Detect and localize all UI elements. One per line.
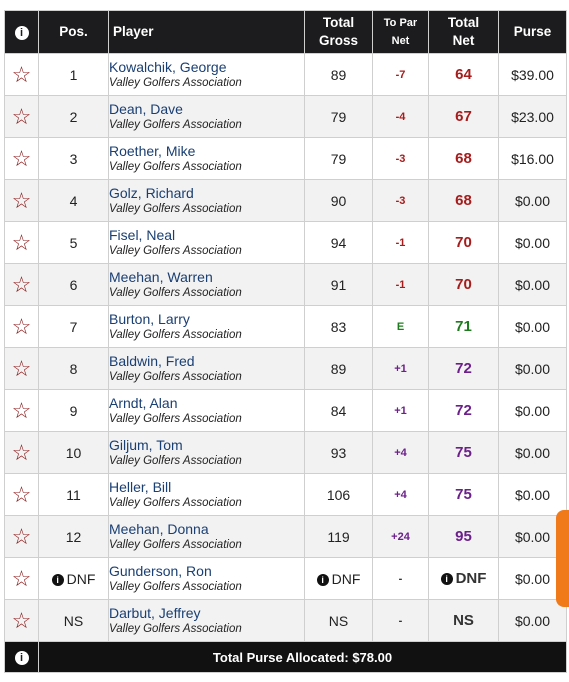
table-row (5, 390, 567, 432)
star-outline-icon[interactable]: ☆ (11, 523, 32, 549)
cell-value: 89 (330, 66, 347, 83)
dnf-info-icon[interactable]: i (52, 574, 64, 586)
cell-value: 68 (455, 150, 472, 167)
dnf-info-icon[interactable]: i (317, 574, 329, 586)
purse-cell (499, 54, 567, 96)
player-club: Valley Golfers Association (109, 286, 242, 299)
to-par-cell (373, 474, 429, 516)
cell-value: -3 (395, 152, 406, 165)
position-cell (39, 348, 109, 390)
purse-cell (499, 432, 567, 474)
total-net-cell (429, 600, 499, 642)
favorite-cell[interactable] (5, 600, 39, 642)
player-cell (109, 96, 305, 138)
star-outline-icon[interactable]: ☆ (11, 103, 32, 129)
favorite-cell[interactable] (5, 138, 39, 180)
cell-value: DNF (331, 570, 361, 587)
to-par-cell (373, 180, 429, 222)
position-cell (39, 600, 109, 642)
total-gross-cell (305, 180, 373, 222)
player-name-link[interactable]: Golz, Richard (109, 184, 194, 201)
header-total-gross: Total Gross (305, 11, 373, 54)
cell-value: 106 (326, 486, 351, 503)
cell-value: 1 (69, 66, 78, 83)
total-net-cell (429, 432, 499, 474)
favorite-cell[interactable] (5, 264, 39, 306)
cell-value: +4 (394, 488, 407, 501)
cell-value: +1 (394, 362, 407, 375)
player-name-link[interactable]: Giljum, Tom (109, 436, 183, 453)
player-cell (109, 54, 305, 96)
table-row (5, 180, 567, 222)
cell-value: 4 (69, 192, 78, 209)
to-par-cell (373, 138, 429, 180)
cell-value: 70 (455, 234, 472, 251)
cell-value: $0.00 (514, 444, 551, 461)
player-club: Valley Golfers Association (109, 622, 242, 635)
table-row (5, 54, 567, 96)
table-row (5, 600, 567, 642)
player-club: Valley Golfers Association (109, 160, 242, 173)
cell-value: $39.00 (511, 66, 554, 83)
footer-row (5, 642, 567, 673)
favorite-cell[interactable] (5, 432, 39, 474)
table-row (5, 264, 567, 306)
footer-info-cell[interactable] (5, 642, 39, 673)
total-gross-cell (305, 306, 373, 348)
player-name-link[interactable]: Dean, Dave (109, 100, 183, 117)
table-row (5, 348, 567, 390)
player-cell (109, 600, 305, 642)
player-club: Valley Golfers Association (109, 538, 242, 551)
position-cell (39, 96, 109, 138)
cell-value: 10 (65, 444, 82, 461)
player-club: Valley Golfers Association (109, 454, 242, 467)
position-cell (39, 264, 109, 306)
player-name-link[interactable]: Gunderson, Ron (109, 562, 212, 579)
position-cell (39, 558, 109, 600)
position-cell (39, 180, 109, 222)
player-club: Valley Golfers Association (109, 244, 242, 257)
favorite-cell[interactable] (5, 96, 39, 138)
header-player: Player (109, 11, 305, 54)
player-cell (109, 306, 305, 348)
player-cell (109, 222, 305, 264)
favorite-cell[interactable] (5, 474, 39, 516)
to-par-cell (373, 516, 429, 558)
player-club: Valley Golfers Association (109, 496, 242, 509)
player-club: Valley Golfers Association (109, 118, 242, 131)
star-outline-icon[interactable]: ☆ (11, 187, 32, 213)
to-par-cell (373, 390, 429, 432)
cell-value: 12 (65, 528, 82, 545)
star-outline-icon[interactable]: ☆ (11, 607, 32, 633)
header-to-par-net: To Par Net (373, 11, 429, 54)
cell-value: -1 (395, 236, 406, 249)
star-outline-icon[interactable]: ☆ (11, 313, 32, 339)
table-row (5, 558, 567, 600)
player-name-link[interactable]: Arndt, Alan (109, 394, 178, 411)
to-par-cell (373, 348, 429, 390)
total-gross-cell (305, 348, 373, 390)
cell-value: 79 (330, 150, 347, 167)
favorite-cell[interactable] (5, 54, 39, 96)
total-gross-cell (305, 264, 373, 306)
total-net-cell (429, 138, 499, 180)
player-cell (109, 432, 305, 474)
player-club: Valley Golfers Association (109, 412, 242, 425)
to-par-cell (373, 600, 429, 642)
total-net-cell (429, 180, 499, 222)
player-name-link[interactable]: Kowalchik, George (109, 58, 227, 75)
cell-value: +4 (394, 446, 407, 459)
table-row (5, 138, 567, 180)
position-cell (39, 390, 109, 432)
total-net-cell (429, 54, 499, 96)
position-cell (39, 54, 109, 96)
star-outline-icon[interactable]: ☆ (11, 229, 32, 255)
cell-value: 79 (330, 108, 347, 125)
total-gross-cell (305, 54, 373, 96)
table-row (5, 432, 567, 474)
to-par-cell (373, 306, 429, 348)
cell-value: $0.00 (514, 318, 551, 335)
cell-value: 70 (455, 276, 472, 293)
leaderboard-table (4, 10, 567, 673)
cell-value: $23.00 (511, 108, 554, 125)
player-cell (109, 138, 305, 180)
total-net-cell (429, 348, 499, 390)
cell-value: 7 (69, 318, 78, 335)
cell-value: -3 (395, 194, 406, 207)
player-cell (109, 264, 305, 306)
total-purse: Total Purse Allocated: $78.00 (39, 642, 567, 673)
header-pos: Pos. (39, 11, 109, 54)
cell-value: $0.00 (514, 570, 551, 587)
cell-value: 72 (455, 360, 472, 377)
cell-value: 91 (330, 276, 347, 293)
cell-value: 67 (455, 108, 472, 125)
info-icon[interactable]: i (15, 26, 29, 40)
cell-value: 72 (455, 402, 472, 419)
favorite-cell[interactable] (5, 390, 39, 432)
star-outline-icon[interactable]: ☆ (11, 355, 32, 381)
position-cell (39, 474, 109, 516)
position-cell (39, 306, 109, 348)
cell-value: $0.00 (514, 486, 551, 503)
player-club: Valley Golfers Association (109, 76, 242, 89)
cell-value: 89 (330, 360, 347, 377)
cell-value: -1 (395, 278, 406, 291)
position-cell (39, 222, 109, 264)
player-club: Valley Golfers Association (109, 202, 242, 215)
player-cell (109, 390, 305, 432)
player-name-link[interactable]: Fisel, Neal (109, 226, 176, 243)
player-name-link[interactable]: Darbut, Jeffrey (109, 604, 201, 621)
leaderboard-body (5, 54, 567, 642)
table-row (5, 474, 567, 516)
cell-value: 84 (330, 402, 347, 419)
cell-value: 83 (330, 318, 347, 335)
player-name-link[interactable]: Meehan, Warren (109, 268, 213, 285)
cell-value: - (398, 614, 403, 627)
header-total-net: Total Net (429, 11, 499, 54)
total-net-cell (429, 474, 499, 516)
cell-value: 68 (455, 192, 472, 209)
player-name-link[interactable]: Meehan, Donna (109, 520, 209, 537)
purse-cell (499, 390, 567, 432)
player-club: Valley Golfers Association (109, 580, 242, 593)
player-club: Valley Golfers Association (109, 370, 242, 383)
position-cell (39, 432, 109, 474)
cell-value: $0.00 (514, 360, 551, 377)
cell-value: $0.00 (514, 528, 551, 545)
total-net-cell (429, 390, 499, 432)
cell-value: 119 (327, 528, 350, 545)
cell-value: NS (453, 612, 474, 629)
player-name-link[interactable]: Roether, Mike (109, 142, 196, 159)
total-net-cell (429, 558, 499, 600)
position-cell (39, 138, 109, 180)
favorite-cell[interactable] (5, 180, 39, 222)
cell-value: $0.00 (514, 192, 551, 209)
cell-value: +1 (394, 404, 407, 417)
dnf-info-icon[interactable]: i (441, 573, 453, 585)
position-cell (39, 516, 109, 558)
total-gross-cell (305, 600, 373, 642)
cell-value: 9 (69, 402, 78, 419)
player-name-link[interactable]: Burton, Larry (109, 310, 190, 327)
star-outline-icon[interactable]: ☆ (11, 481, 32, 507)
purse-cell (499, 222, 567, 264)
total-gross-cell (305, 222, 373, 264)
cell-value: -7 (395, 68, 406, 81)
cell-value: 94 (330, 234, 347, 251)
cell-value: +24 (391, 530, 410, 543)
cell-value: 11 (66, 486, 81, 503)
total-gross-cell (305, 558, 373, 600)
player-name-link[interactable]: Heller, Bill (109, 478, 172, 495)
star-outline-icon[interactable]: ☆ (11, 397, 32, 423)
cell-value: 2 (69, 108, 78, 125)
cell-value: E (396, 320, 405, 333)
total-gross-cell (305, 432, 373, 474)
purse-cell (499, 138, 567, 180)
cell-value: 90 (330, 192, 347, 209)
cell-value: 93 (330, 444, 347, 461)
player-club: Valley Golfers Association (109, 328, 242, 341)
cell-value: 3 (69, 150, 78, 167)
player-cell (109, 348, 305, 390)
to-par-cell (373, 222, 429, 264)
to-par-cell (373, 96, 429, 138)
cell-value: - (398, 572, 403, 585)
purse-cell (499, 600, 567, 642)
total-net-cell (429, 306, 499, 348)
total-net-cell (429, 264, 499, 306)
table-row (5, 306, 567, 348)
purse-cell (499, 348, 567, 390)
to-par-cell (373, 264, 429, 306)
purse-cell (499, 264, 567, 306)
purse-cell (499, 96, 567, 138)
cell-value: DNF (455, 570, 487, 587)
star-outline-icon[interactable]: ☆ (11, 565, 32, 591)
star-outline-icon[interactable]: ☆ (11, 271, 32, 297)
favorite-cell[interactable] (5, 558, 39, 600)
purse-cell (499, 306, 567, 348)
total-gross-cell (305, 96, 373, 138)
cell-value: 95 (455, 528, 472, 545)
favorite-cell[interactable] (5, 348, 39, 390)
cell-value: $0.00 (514, 234, 551, 251)
cell-value: 75 (455, 486, 472, 503)
cell-value: DNF (66, 570, 96, 587)
cell-value: $0.00 (514, 612, 551, 629)
cell-value: $16.00 (511, 150, 554, 167)
cell-value: 6 (69, 276, 78, 293)
purse-cell (499, 180, 567, 222)
player-cell (109, 558, 305, 600)
info-icon[interactable]: i (15, 651, 29, 665)
header-info-cell[interactable] (5, 11, 39, 54)
total-net-cell (429, 222, 499, 264)
favorite-cell[interactable] (5, 306, 39, 348)
cell-value: -4 (395, 110, 406, 123)
favorite-cell[interactable] (5, 222, 39, 264)
table-row (5, 516, 567, 558)
header-purse: Purse (499, 11, 567, 54)
cell-value: 8 (69, 360, 78, 377)
cell-value: 71 (455, 318, 472, 335)
player-cell (109, 180, 305, 222)
total-gross-cell (305, 390, 373, 432)
purse-cell (499, 474, 567, 516)
total-gross-cell (305, 516, 373, 558)
cell-value: 64 (455, 66, 472, 83)
cell-value: $0.00 (514, 402, 551, 419)
total-net-cell (429, 96, 499, 138)
cell-value: $0.00 (514, 276, 551, 293)
player-name-link[interactable]: Baldwin, Fred (109, 352, 195, 369)
player-cell (109, 474, 305, 516)
star-outline-icon[interactable]: ☆ (11, 61, 32, 87)
feedback-side-tab[interactable] (556, 510, 569, 607)
to-par-cell (373, 432, 429, 474)
player-cell (109, 516, 305, 558)
star-outline-icon[interactable]: ☆ (11, 439, 32, 465)
total-gross-cell (305, 138, 373, 180)
table-row (5, 222, 567, 264)
total-net-cell (429, 516, 499, 558)
total-gross-cell (305, 474, 373, 516)
favorite-cell[interactable] (5, 516, 39, 558)
cell-value: NS (328, 612, 349, 629)
star-outline-icon[interactable]: ☆ (11, 145, 32, 171)
table-row (5, 96, 567, 138)
to-par-cell (373, 54, 429, 96)
header-row (5, 11, 567, 54)
cell-value: NS (63, 612, 84, 629)
cell-value: 5 (69, 234, 78, 251)
to-par-cell (373, 558, 429, 600)
cell-value: 75 (455, 444, 472, 461)
